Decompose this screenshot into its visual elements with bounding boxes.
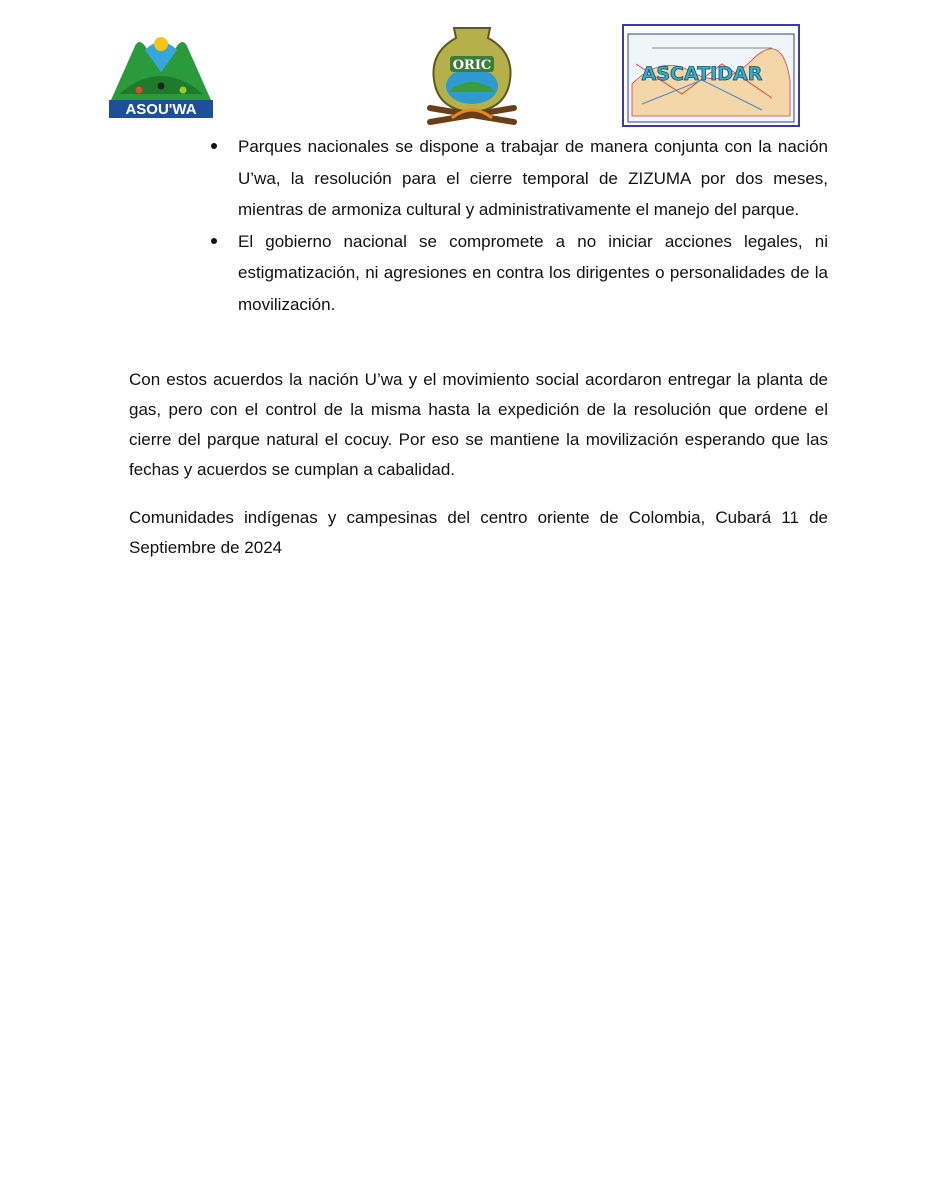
asouwa-logo-text: ASOU'WA bbox=[125, 101, 197, 118]
list-item bbox=[238, 226, 828, 321]
oric-logo-text: ORIC bbox=[452, 58, 492, 73]
ascatidar-logo bbox=[622, 24, 800, 127]
body-paragraph: Con estos acuerdos la nación U’wa y el movimiento social acordaron entregar la planta de gas, pero con el control de la misma hasta la expedición de la resolución que ordene el cierre del parque natural el cocuy. Por eso se mantiene la movilización esperando que las fechas y acuerdos se cumplan a cabalidad. bbox=[129, 370, 828, 479]
list-item-text: El gobierno nacional se compromete a no iniciar acciones legales, ni estigmatización, ni agresiones en contra los dirigentes o personalidades de la movilización. bbox=[238, 231, 828, 314]
signature-paragraph: Comunidades indígenas y campesinas del centro oriente de Colombia, Cubará 11 de Septiembre de 2024 bbox=[129, 508, 828, 557]
asouwa-logo bbox=[105, 28, 217, 120]
oric-logo bbox=[422, 22, 522, 130]
ascatidar-logo-text: ASCATIDAR bbox=[641, 63, 763, 85]
list-item-text: Parques nacionales se dispone a trabajar de manera conjunta con la nación U’wa, la resolución para el cierre temporal de ZIZUMA por dos meses, mientras de armoniza cultural y administrativamente el manejo del parque. bbox=[238, 137, 828, 219]
list-item bbox=[238, 131, 828, 226]
agreements-list bbox=[238, 131, 828, 320]
bullet-icon bbox=[211, 238, 217, 244]
bullet-icon bbox=[211, 143, 217, 149]
